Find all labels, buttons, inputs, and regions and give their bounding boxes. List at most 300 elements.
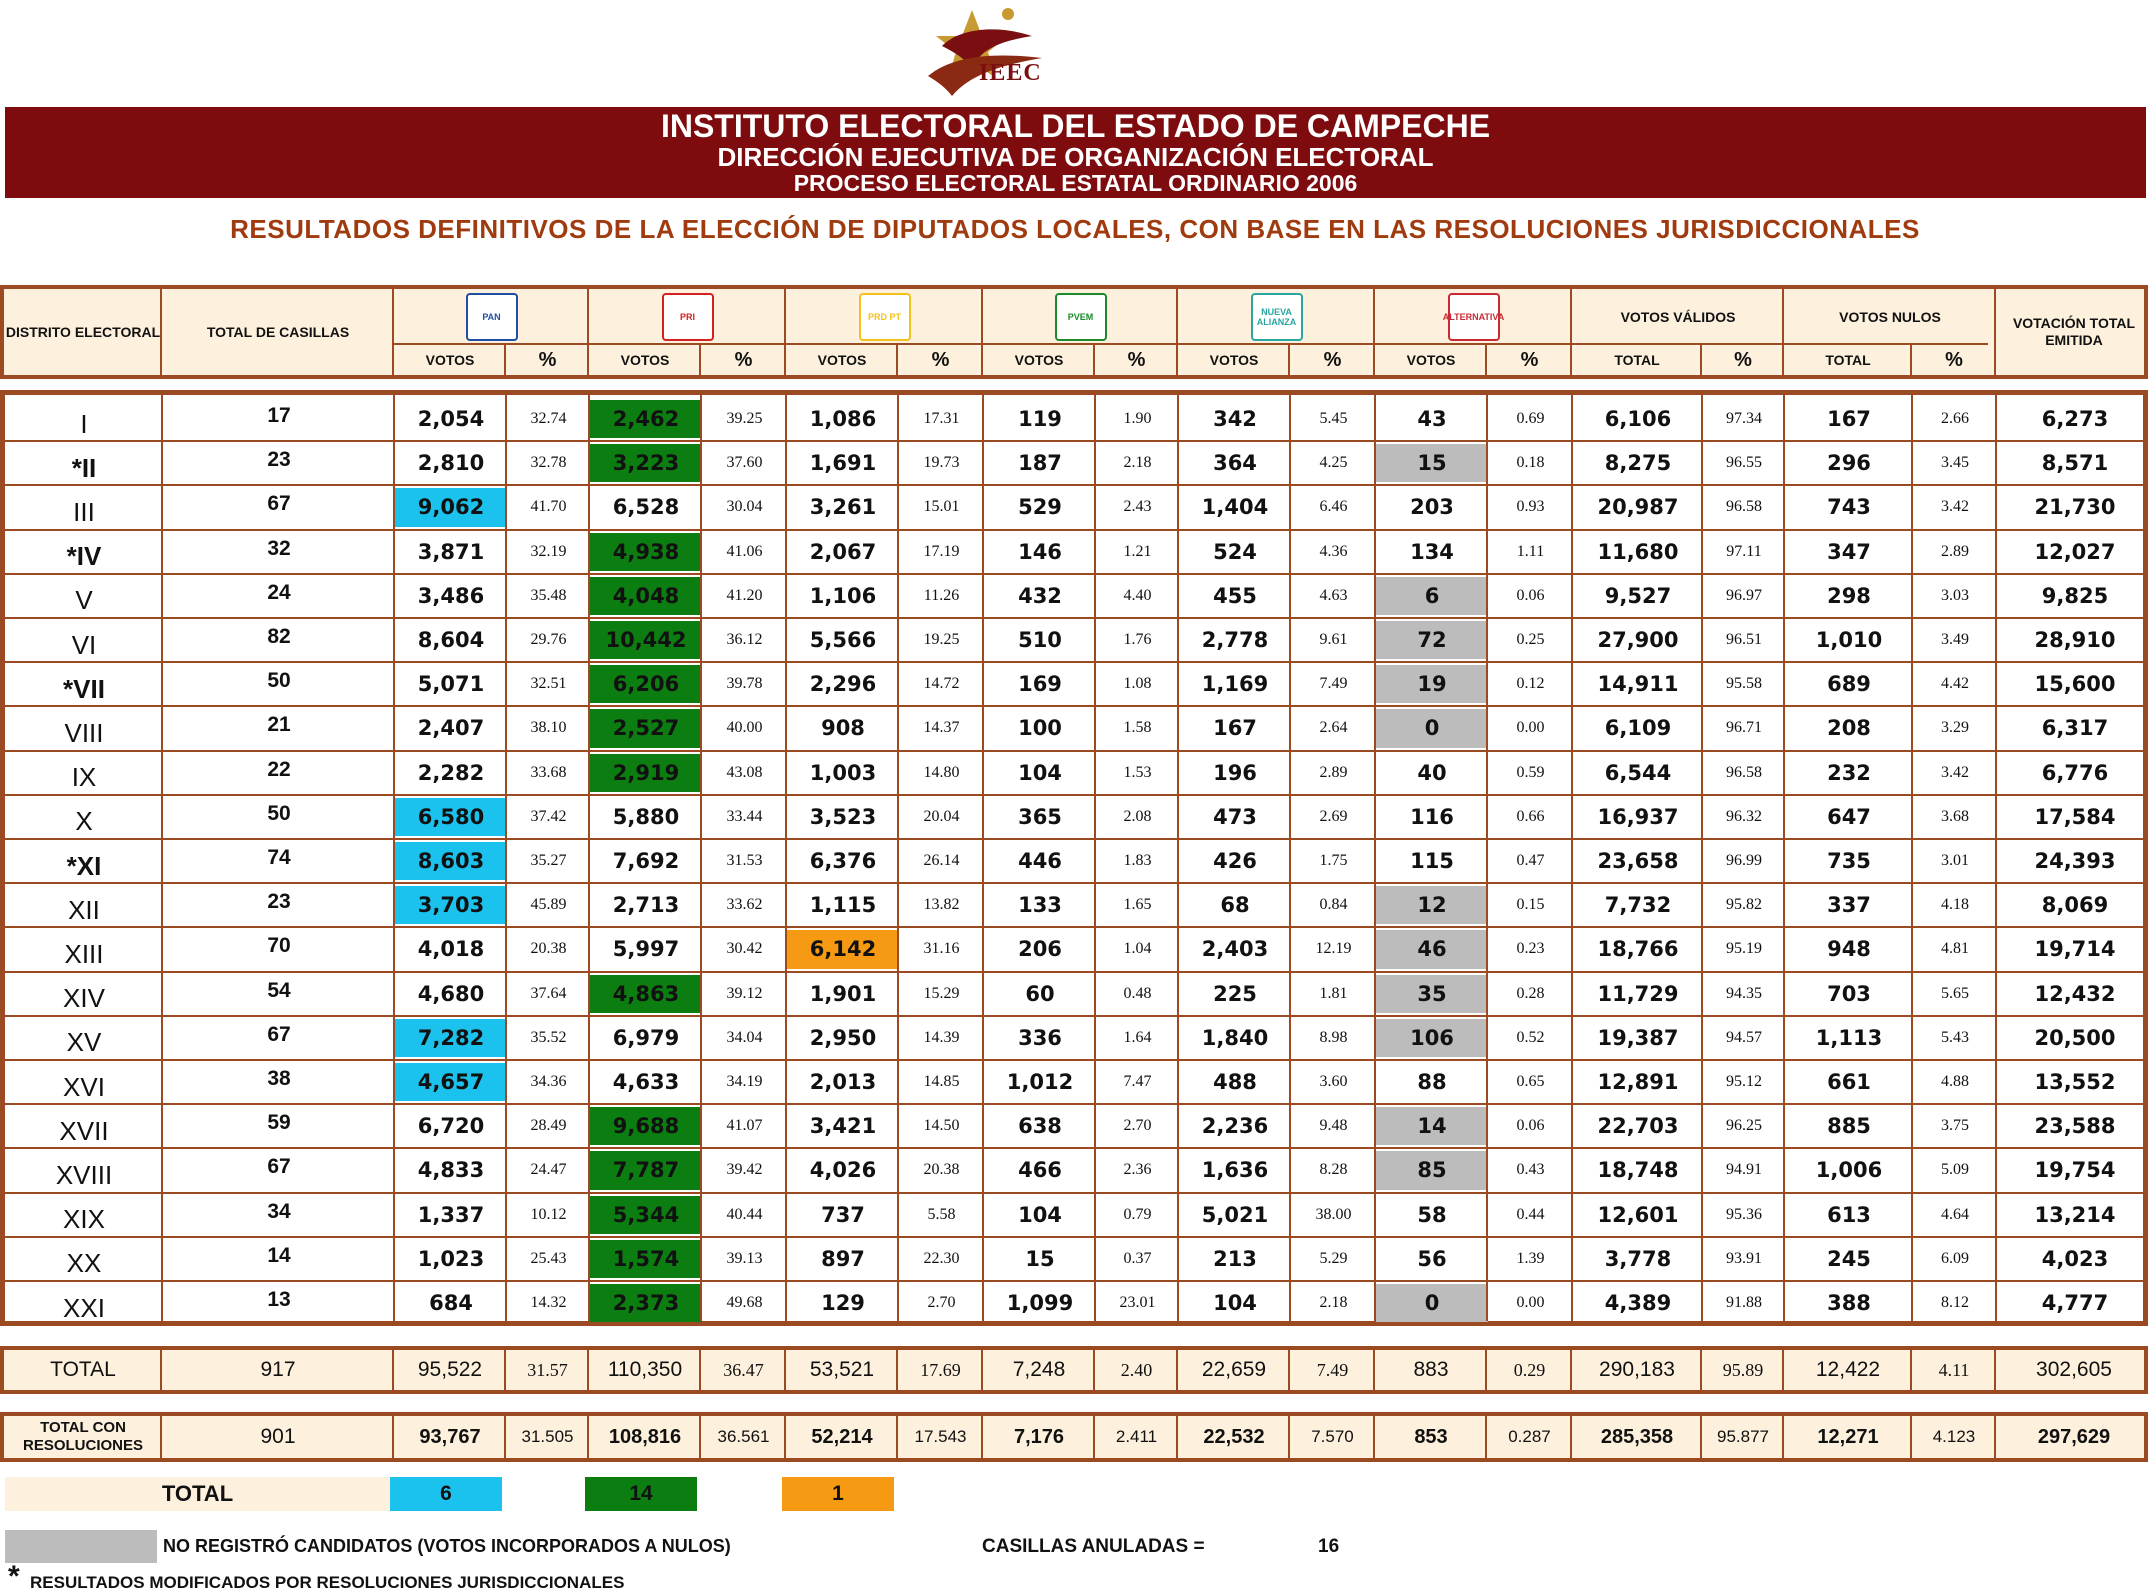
- highlighted-votes-cell: 12: [1376, 886, 1488, 924]
- percent-cell: 91.88: [1726, 1294, 1762, 1312]
- row-divider: [5, 838, 2143, 840]
- party-logo-cell: [394, 289, 589, 345]
- column-divider: [1093, 345, 1095, 375]
- table-row: [5, 1148, 2143, 1192]
- votes-cell: 20,500: [2034, 1025, 2116, 1050]
- votes-cell: 3,421: [809, 1114, 877, 1139]
- votes-cell: 473: [1213, 804, 1257, 829]
- table-row: [5, 485, 2143, 529]
- percent-cell: 96.58: [1726, 763, 1762, 781]
- institute-name: INSTITUTO ELECTORAL DEL ESTADO DE CAMPECHE: [660, 108, 1491, 144]
- votes-cell: 1,169: [1201, 672, 1269, 697]
- district-number: X: [75, 806, 93, 837]
- votes-cell: 110,350: [607, 1358, 683, 1381]
- votes-cell: 56: [1417, 1246, 1447, 1271]
- highlighted-votes-cell: 4,938: [590, 533, 702, 571]
- district-number: XII: [68, 894, 100, 925]
- casillas-cell: 67: [267, 492, 291, 516]
- table-row: [5, 927, 2143, 971]
- votes-cell: 19,714: [2034, 937, 2116, 962]
- percent-cell: 33.68: [530, 763, 567, 781]
- district-cell: [5, 1016, 163, 1060]
- table-row: [5, 618, 2143, 662]
- votes-cell: 703: [1827, 981, 1871, 1006]
- votes-cell: 14,911: [1597, 672, 1679, 697]
- votes-cell: 27,900: [1597, 628, 1679, 653]
- votes-cell: 2,282: [417, 760, 485, 785]
- percent-cell: 0.06: [1516, 586, 1545, 604]
- percent-cell: 95.89: [1722, 1359, 1764, 1380]
- pct-header: %: [931, 348, 950, 371]
- votes-cell: 232: [1827, 760, 1871, 785]
- highlighted-votes-cell: 6,142: [787, 930, 899, 968]
- highlighted-votes-cell: 106: [1376, 1019, 1488, 1057]
- votes-cell: 529: [1018, 495, 1062, 520]
- votes-cell: 15,600: [2034, 672, 2116, 697]
- header-banner: [5, 107, 2146, 198]
- percent-cell: 14.80: [923, 763, 960, 781]
- votes-cell: 638: [1018, 1114, 1062, 1139]
- percent-cell: 4.81: [1941, 940, 1969, 958]
- votes-cell: 689: [1827, 672, 1871, 697]
- district-number: XIV: [63, 983, 105, 1014]
- votos-header: VOTOS: [1014, 351, 1064, 368]
- column-divider: [1701, 395, 1703, 1321]
- table-row: [5, 883, 2143, 927]
- column-divider: [505, 395, 507, 1321]
- percent-cell: 6.46: [1319, 498, 1348, 516]
- pct-header: %: [538, 348, 557, 371]
- percent-cell: 8.98: [1319, 1028, 1348, 1046]
- column-divider: [392, 1350, 394, 1390]
- votes-cell: 58: [1417, 1202, 1447, 1227]
- district-cell: [5, 530, 163, 574]
- percent-cell: 4.42: [1941, 675, 1969, 693]
- votes-cell: 9,527: [1604, 583, 1672, 608]
- highlighted-votes-cell: 9,688: [590, 1107, 702, 1145]
- votes-cell: 146: [1018, 539, 1062, 564]
- percent-cell: 5.65: [1941, 984, 1969, 1002]
- district-number: XI: [76, 850, 102, 881]
- party-name: ALTERNATIVA: [1442, 312, 1505, 322]
- valid-pct-header: %: [1734, 348, 1752, 371]
- votes-cell: 22,659: [1201, 1358, 1267, 1381]
- votes-cell: 213: [1213, 1246, 1257, 1271]
- votes-cell: 108,816: [608, 1425, 682, 1448]
- percent-cell: 14.37: [923, 719, 960, 737]
- votes-cell: 897: [821, 1246, 865, 1271]
- votes-cell: 2,778: [1201, 628, 1269, 653]
- votes-cell: 134: [1410, 539, 1454, 564]
- casillas-cell: 14: [267, 1243, 291, 1267]
- column-divider: [1700, 1416, 1702, 1458]
- votes-cell: 21,730: [2034, 495, 2116, 520]
- column-divider: [1700, 1350, 1702, 1390]
- percent-cell: 2.69: [1319, 807, 1348, 825]
- percent-cell: 0.23: [1516, 940, 1545, 958]
- percent-cell: 41.06: [726, 542, 763, 560]
- votes-cell: 28,910: [2034, 628, 2116, 653]
- party-name: NUEVA ALIANZA: [1256, 307, 1297, 327]
- percent-cell: 3.68: [1941, 807, 1969, 825]
- percent-cell: 0.15: [1516, 896, 1545, 914]
- votes-cell: 52,214: [811, 1425, 873, 1448]
- highlighted-votes-cell: 7,787: [590, 1151, 702, 1189]
- district-cell: [5, 795, 163, 839]
- district-number: IV: [76, 541, 102, 572]
- percent-cell: 5.43: [1941, 1028, 1969, 1046]
- votes-cell: 365: [1018, 804, 1062, 829]
- votes-cell: 3,486: [417, 583, 485, 608]
- column-divider: [1994, 289, 1996, 375]
- column-divider: [1485, 345, 1487, 375]
- modified-mark: *: [66, 850, 77, 881]
- votes-cell: 1,023: [417, 1246, 485, 1271]
- percent-cell: 3.01: [1941, 852, 1969, 870]
- party-logo-cell: [589, 289, 786, 345]
- highlighted-votes-cell: 35: [1376, 975, 1488, 1013]
- votes-cell: 116: [1410, 804, 1454, 829]
- votes-cell: 18,748: [1597, 1158, 1679, 1183]
- votes-cell: 2,013: [809, 1070, 877, 1095]
- column-divider: [1570, 289, 1572, 375]
- highlighted-votes-cell: 15: [1376, 444, 1488, 482]
- percent-cell: 1.65: [1123, 896, 1152, 914]
- votos-header: VOTOS: [1209, 351, 1259, 368]
- column-divider: [1288, 1416, 1290, 1458]
- column-divider: [784, 1416, 786, 1458]
- row-divider: [5, 794, 2143, 796]
- percent-cell: 39.13: [726, 1249, 763, 1267]
- table-row: [5, 662, 2143, 706]
- highlighted-votes-cell: 2,373: [590, 1284, 702, 1322]
- casillas-cell: 34: [267, 1199, 291, 1223]
- party-name: PRI: [679, 312, 695, 322]
- district-cell: [5, 1193, 163, 1237]
- row-divider: [5, 1103, 2143, 1105]
- votes-cell: 2,403: [1201, 937, 1269, 962]
- column-divider: [897, 395, 899, 1321]
- district-cell: [5, 1281, 163, 1325]
- district-number: XVIII: [55, 1159, 113, 1190]
- votes-cell: 104: [1018, 760, 1062, 785]
- pct-header: %: [1127, 348, 1146, 371]
- votes-cell: 684: [429, 1291, 473, 1316]
- votes-cell: 187: [1018, 451, 1062, 476]
- header-divider: [394, 343, 1988, 345]
- percent-cell: 7.49: [1319, 675, 1348, 693]
- district-number: VII: [73, 673, 105, 704]
- percent-cell: 28.49: [530, 1117, 567, 1135]
- district-number: II: [81, 452, 97, 483]
- votes-cell: 2,810: [417, 451, 485, 476]
- percent-cell: 9.48: [1319, 1117, 1348, 1135]
- column-divider: [784, 289, 786, 375]
- percent-cell: 14.32: [530, 1294, 567, 1312]
- votes-cell: 2,713: [612, 893, 680, 918]
- column-divider: [1176, 289, 1178, 375]
- district-cell: [5, 706, 163, 750]
- wins-label-text: TOTAL: [161, 1481, 234, 1506]
- votes-cell: 23,658: [1597, 849, 1679, 874]
- percent-cell: 2.411: [1115, 1427, 1158, 1446]
- percent-cell: 7.47: [1123, 1073, 1152, 1091]
- table-row: [5, 574, 2143, 618]
- percent-cell: 4.36: [1319, 542, 1348, 560]
- district-cell: [5, 1060, 163, 1104]
- percent-cell: 25.43: [530, 1249, 567, 1267]
- percent-cell: 5.58: [927, 1205, 956, 1223]
- votes-cell: 948: [1827, 937, 1871, 962]
- votes-cell: 208: [1827, 716, 1871, 741]
- percent-cell: 97.11: [1726, 542, 1762, 560]
- votes-cell: 488: [1213, 1070, 1257, 1095]
- percent-cell: 1.81: [1319, 984, 1348, 1002]
- column-divider: [1093, 1416, 1095, 1458]
- percent-cell: 0.52: [1516, 1028, 1545, 1046]
- votes-cell: 11,729: [1597, 981, 1679, 1006]
- column-divider: [896, 345, 898, 375]
- total-with-resolutions-row: [0, 1412, 2148, 1462]
- district-number: I: [80, 408, 88, 439]
- votes-cell: 1,840: [1201, 1025, 1269, 1050]
- district-number: XIII: [64, 938, 104, 969]
- votes-cell: 524: [1213, 539, 1257, 564]
- percent-cell: 96.99: [1726, 852, 1762, 870]
- column-divider: [981, 289, 983, 375]
- column-divider: [393, 395, 395, 1321]
- column-divider: [392, 1416, 394, 1458]
- district-cell: [5, 751, 163, 795]
- column-divider: [588, 395, 590, 1321]
- wins-pri: [585, 1477, 697, 1511]
- votos-header: VOTOS: [425, 351, 475, 368]
- percent-cell: 1.08: [1123, 675, 1152, 693]
- votes-cell: 167: [1827, 407, 1871, 432]
- votes-cell: 735: [1827, 849, 1871, 874]
- row-divider: [5, 882, 2143, 884]
- votes-cell: 2,950: [809, 1025, 877, 1050]
- column-divider: [504, 345, 506, 375]
- casillas-cell: 67: [267, 1022, 291, 1046]
- pan-logo-icon: [466, 293, 518, 341]
- votes-cell: 342: [1213, 407, 1257, 432]
- casillas-cell: 54: [267, 978, 291, 1002]
- percent-cell: 30.42: [726, 940, 763, 958]
- district-cell: [5, 1148, 163, 1192]
- row-divider: [5, 1147, 2143, 1149]
- highlighted-votes-cell: 2,527: [590, 709, 702, 747]
- highlighted-votes-cell: 85: [1376, 1151, 1488, 1189]
- percent-cell: 34.36: [530, 1073, 567, 1091]
- percent-cell: 2.08: [1123, 807, 1152, 825]
- nueva-alianza-logo-icon: [1251, 293, 1303, 341]
- percent-cell: 96.55: [1726, 454, 1762, 472]
- percent-cell: 1.39: [1516, 1249, 1545, 1267]
- row-divider: [5, 750, 2143, 752]
- column-divider: [1910, 345, 1912, 375]
- votes-cell: 23,588: [2034, 1114, 2116, 1139]
- votes-cell: 104: [1213, 1291, 1257, 1316]
- district-cell: [5, 574, 163, 618]
- highlighted-votes-cell: 2,919: [590, 754, 702, 792]
- percent-cell: 30.04: [726, 498, 763, 516]
- votes-cell: 8,069: [2041, 893, 2109, 918]
- votes-cell: 4,777: [2041, 1291, 2109, 1316]
- column-divider: [1373, 1350, 1375, 1390]
- highlighted-votes-cell: 4,657: [395, 1063, 507, 1101]
- percent-cell: 36.561: [717, 1427, 770, 1446]
- percent-cell: 12.19: [1315, 940, 1352, 958]
- percent-cell: 0.69: [1516, 410, 1545, 428]
- votes-cell: 285,358: [1600, 1425, 1674, 1448]
- highlighted-votes-cell: 8,603: [395, 842, 507, 880]
- modified-mark: *: [71, 452, 82, 483]
- wins-prd: [782, 1477, 894, 1511]
- valid-votes-header: VOTOS VÁLIDOS: [1620, 308, 1736, 325]
- column-divider: [1783, 395, 1785, 1321]
- column-divider: [1570, 1350, 1572, 1390]
- percent-cell: 19.25: [923, 631, 960, 649]
- percent-cell: 2.43: [1123, 498, 1152, 516]
- percent-cell: 0.48: [1123, 984, 1152, 1002]
- column-divider: [1911, 395, 1913, 1321]
- row-divider: [5, 971, 2143, 973]
- casillas-cell: 13: [267, 1288, 291, 1312]
- total-label: TOTAL: [50, 1358, 116, 1381]
- percent-cell: 37.42: [530, 807, 567, 825]
- votes-cell: 1,337: [417, 1202, 485, 1227]
- percent-cell: 34.19: [726, 1073, 763, 1091]
- pct-header: %: [1520, 348, 1539, 371]
- votes-cell: 6,544: [1604, 760, 1672, 785]
- column-divider: [1094, 395, 1096, 1321]
- percent-cell: 17.31: [923, 410, 960, 428]
- votes-cell: 296: [1827, 451, 1871, 476]
- casillas-cell: 17: [267, 404, 291, 428]
- column-divider: [699, 1416, 701, 1458]
- pvem-logo-icon: [1055, 293, 1107, 341]
- casillas-cell: 50: [267, 801, 291, 825]
- votes-cell: 22,703: [1597, 1114, 1679, 1139]
- table-row: [5, 1016, 2143, 1060]
- percent-cell: 2.66: [1941, 410, 1969, 428]
- percent-cell: 2.89: [1941, 542, 1969, 560]
- percent-cell: 4.40: [1123, 586, 1152, 604]
- percent-cell: 15.01: [923, 498, 960, 516]
- votes-cell: 119: [1018, 407, 1062, 432]
- votes-cell: 1,691: [809, 451, 877, 476]
- column-divider: [699, 1350, 701, 1390]
- page-title: RESULTADOS DEFINITIVOS DE LA ELECCIÓN DE DIPUTADOS LOCALES, CON BASE EN LAS RESOLUCIONES JURISDICCIONALES: [230, 214, 1920, 244]
- row-divider: [5, 1015, 2143, 1017]
- column-divider: [1995, 395, 1997, 1321]
- highlighted-votes-cell: 7,282: [395, 1019, 507, 1057]
- percent-cell: 37.60: [726, 454, 763, 472]
- percent-cell: 2.70: [1123, 1117, 1152, 1135]
- percent-cell: 7.570: [1311, 1427, 1354, 1446]
- casillas-cell: 22: [267, 757, 291, 781]
- votes-cell: 1,113: [1815, 1025, 1883, 1050]
- percent-cell: 41.70: [530, 498, 567, 516]
- percent-cell: 1.90: [1123, 410, 1152, 428]
- percent-cell: 1.11: [1516, 542, 1545, 560]
- percent-cell: 3.45: [1941, 454, 1969, 472]
- casillas-cell: 74: [267, 846, 291, 870]
- votes-cell: 1,106: [809, 583, 877, 608]
- votes-cell: 2,296: [809, 672, 877, 697]
- table-row: [5, 1237, 2143, 1281]
- votes-cell: 12,422: [1815, 1358, 1881, 1381]
- percent-cell: 39.25: [726, 410, 763, 428]
- percent-cell: 20.38: [923, 1161, 960, 1179]
- column-divider: [896, 1350, 898, 1390]
- votes-cell: 5,566: [809, 628, 877, 653]
- votes-cell: 883: [1413, 1358, 1449, 1381]
- highlighted-votes-cell: 46: [1376, 930, 1488, 968]
- percent-cell: 5.29: [1319, 1249, 1348, 1267]
- percent-cell: 4.18: [1941, 896, 1969, 914]
- votes-cell: 6,776: [2041, 760, 2109, 785]
- column-divider: [1994, 1350, 1996, 1390]
- votes-cell: 43: [1417, 407, 1447, 432]
- district-cell: [5, 397, 163, 441]
- percent-cell: 93.91: [1726, 1249, 1762, 1267]
- percent-cell: 0.287: [1508, 1427, 1551, 1446]
- percent-cell: 4.25: [1319, 454, 1348, 472]
- column-divider: [160, 289, 162, 375]
- votes-cell: 2,054: [417, 407, 485, 432]
- percent-cell: 32.51: [530, 675, 567, 693]
- votes-cell: 100: [1018, 716, 1062, 741]
- votes-cell: 203: [1410, 495, 1454, 520]
- highlighted-votes-cell: 4,048: [590, 577, 702, 615]
- votes-cell: 466: [1018, 1158, 1062, 1183]
- column-divider: [700, 395, 702, 1321]
- null-pct-header: %: [1945, 348, 1963, 371]
- percent-cell: 17.69: [920, 1359, 961, 1380]
- highlighted-votes-cell: 3,703: [395, 886, 507, 924]
- votes-cell: 6,720: [417, 1114, 485, 1139]
- percent-cell: 37.64: [530, 984, 567, 1002]
- highlighted-votes-cell: 19: [1376, 665, 1488, 703]
- row-divider: [5, 926, 2143, 928]
- percent-cell: 8.28: [1319, 1161, 1348, 1179]
- votes-cell: 40: [1417, 760, 1447, 785]
- highlighted-votes-cell: 2,462: [590, 400, 702, 438]
- column-divider: [504, 1350, 506, 1390]
- percent-cell: 0.59: [1516, 763, 1545, 781]
- district-cell: [5, 927, 163, 971]
- column-divider: [1485, 1416, 1487, 1458]
- district-cell: [5, 485, 163, 529]
- column-divider: [160, 1350, 162, 1390]
- resolutions-casillas: 901: [260, 1425, 296, 1448]
- percent-cell: 1.76: [1123, 631, 1152, 649]
- column-divider: [1486, 395, 1488, 1321]
- highlighted-votes-cell: 5,344: [590, 1196, 702, 1234]
- percent-cell: 7.49: [1316, 1359, 1349, 1380]
- annulled-value: 16: [1318, 1536, 1340, 1557]
- votes-cell: 206: [1018, 937, 1062, 962]
- votes-cell: 11,680: [1597, 539, 1679, 564]
- percent-cell: 32.19: [530, 542, 567, 560]
- district-number: XIX: [63, 1204, 105, 1235]
- percent-cell: 94.91: [1726, 1161, 1762, 1179]
- votes-cell: 4,833: [417, 1158, 485, 1183]
- votes-cell: 297,629: [2037, 1425, 2111, 1448]
- party-logo-cell: [1178, 289, 1375, 345]
